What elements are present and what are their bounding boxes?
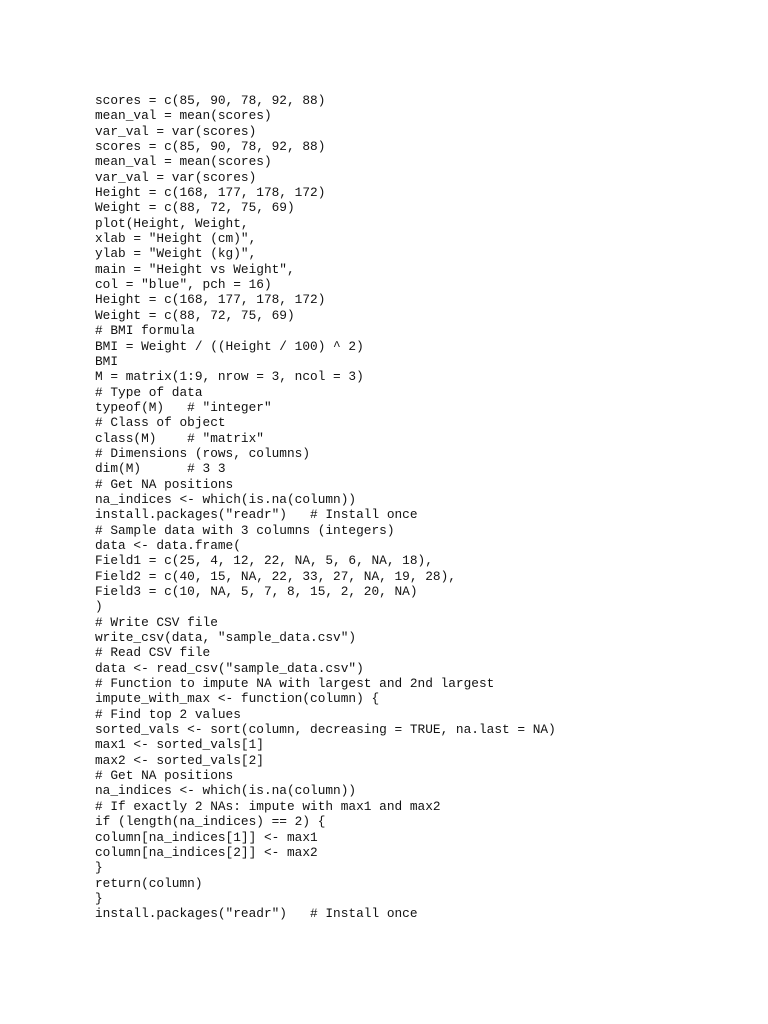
code-line: Field3 = c(10, NA, 5, 7, 8, 15, 2, 20, NA) [95,584,418,599]
code-line: # Write CSV file [95,614,218,630]
code-line: install.packages("readr") # Install once [95,507,418,523]
code-line: scores = c(85, 90, 78, 92, 88) [95,139,326,155]
code-line: } [95,860,103,876]
code-block [95,93,735,922]
code-line: if (length(na_indices) == 2) { [95,814,326,830]
code-line: var_val = var(scores) [95,169,257,185]
code-line: max1 <- sorted_vals[1] [95,737,264,753]
code-line: plot(Height, Weight, [95,215,249,231]
code-line: column[na_indices[2]] <- max2 [95,844,318,860]
code-line: Weight = c(88, 72, 75, 69) [95,200,295,216]
code-line: write_csv(data, "sample_data.csv") [95,630,357,646]
code-line: # BMI formula [95,323,195,339]
code-line: main = "Height vs Weight", [95,261,295,277]
code-line: } [95,890,103,906]
code-line: # Read CSV file [95,645,211,661]
code-line: # Type of data [95,384,203,400]
code-line: dim(M) # 3 3 [95,461,226,477]
code-line: ) [95,599,103,615]
code-line: col = "blue", pch = 16) [95,277,272,293]
code-line: var_val = var(scores) [95,123,257,139]
code-line: max2 <- sorted_vals[2] [95,752,264,768]
code-line: # Find top 2 values [95,706,241,722]
code-line: # Sample data with 3 columns (integers) [95,522,395,538]
code-line: data <- data.frame( [95,537,241,553]
code-line: na_indices <- which(is.na(column)) [95,783,357,799]
code-line: data <- read_csv("sample_data.csv") [95,660,364,676]
code-line: BMI = Weight / ((Height / 100) ^ 2) [95,338,364,354]
code-line: Weight = c(88, 72, 75, 69) [95,307,295,323]
code-line: ylab = "Weight (kg)", [95,246,257,262]
code-line: # Get NA positions [95,476,234,492]
code-line: Field2 = c(40, 15, NA, 22, 33, 27, NA, 19, 28), [95,568,456,584]
code-line: # Class of object [95,415,226,431]
code-line: impute_with_max <- function(column) { [95,691,380,707]
code-line: # Function to impute NA with largest and 2nd largest [95,676,495,692]
code-line: xlab = "Height (cm)", [95,231,257,247]
code-line: M = matrix(1:9, nrow = 3, ncol = 3) [95,369,364,385]
code-line: Height = c(168, 177, 178, 172) [95,292,326,308]
code-line: sorted_vals <- sort(column, decreasing = TRUE, na.last = NA) [95,722,556,738]
code-line: BMI [95,353,119,369]
code-line: # Get NA positions [95,768,234,784]
code-line: class(M) # "matrix" [95,430,264,446]
code-line: scores = c(85, 90, 78, 92, 88) [95,93,326,108]
code-line: # Dimensions (rows, columns) [95,445,311,461]
code-line: mean_val = mean(scores) [95,154,272,170]
code-line: column[na_indices[1]] <- max1 [95,829,318,845]
code-line: Height = c(168, 177, 178, 172) [95,185,326,201]
code-line: typeof(M) # "integer" [95,399,272,415]
code-line: na_indices <- which(is.na(column)) [95,491,357,507]
code-line: return(column) [95,875,203,891]
code-line: mean_val = mean(scores) [95,108,272,124]
code-line: install.packages("readr") # Install once [95,906,418,922]
code-line: # If exactly 2 NAs: impute with max1 and max2 [95,798,441,814]
code-line: Field1 = c(25, 4, 12, 22, NA, 5, 6, NA, 18), [95,553,433,569]
